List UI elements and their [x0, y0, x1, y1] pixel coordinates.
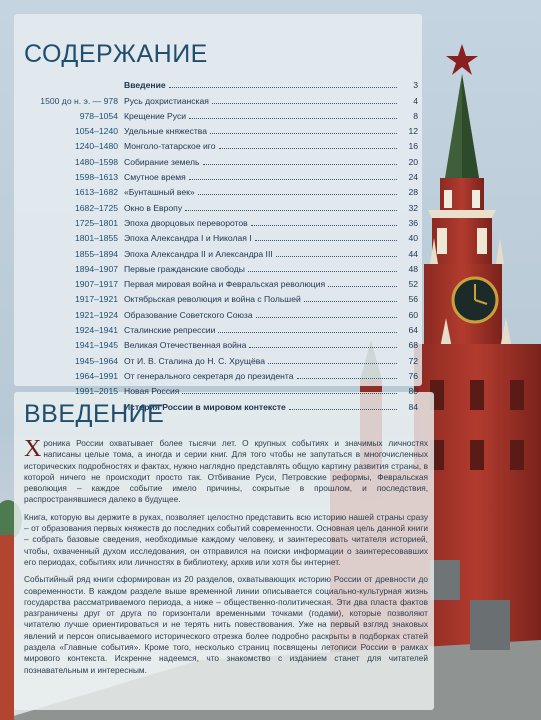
toc-years: 1480–1598	[74, 156, 118, 167]
toc-label: Монголо-татарское иго	[124, 141, 216, 152]
toc-page-number: 28	[408, 187, 418, 198]
toc-leader-dots	[189, 178, 397, 180]
toc-leader-dots	[256, 316, 397, 318]
toc-row	[14, 260, 418, 275]
toc-page-number: 76	[408, 370, 418, 381]
toc-years: 1613–1682	[74, 187, 118, 198]
toc-row	[14, 152, 418, 167]
toc-label: Первая мировая война и Февральская революция	[124, 279, 326, 290]
toc-page-number: 60	[408, 309, 418, 320]
toc-heading: СОДЕРЖАНИЕ	[24, 40, 208, 68]
intro-paragraph-text: роника России охватывает более тысячи лет. О крупных событиях и значимых личностях написаны целые тома, а иногда и серии книг. Для того чтобы не запутаться в многочисленных исторических подробностях и фактах, нужно наглядно представлять общую картину развития страны, в которой ничего не происходит просто так. Отбивание Руси, Петровские реформы, Февральская революция – каждое событие имело причины, сокрытые в прошлом, и последствия, распространявшиеся далеко в будущее.	[24, 438, 428, 505]
toc-page-number: 40	[408, 233, 418, 244]
toc-row	[14, 305, 418, 320]
toc-years: 1941–1945	[74, 340, 118, 351]
table-of-contents	[14, 76, 418, 413]
toc-label: «Бунташный век»	[124, 187, 195, 198]
toc-row	[14, 367, 418, 382]
toc-label: От генерального секретаря до президента	[124, 370, 294, 381]
toc-leader-dots	[219, 147, 397, 149]
toc-page-number: 80	[408, 386, 418, 397]
toc-row	[14, 351, 418, 366]
toc-years: 1240–1480	[74, 141, 118, 152]
toc-row	[14, 122, 418, 137]
toc-years: 1924–1941	[74, 325, 118, 336]
toc-page-number: 36	[408, 217, 418, 228]
toc-leader-dots	[210, 132, 397, 134]
toc-page-number: 72	[408, 355, 418, 366]
toc-years: 1855–1894	[74, 248, 118, 259]
toc-page-number: 44	[408, 248, 418, 259]
intro-paragraph-text: Событийный ряд книги сформирован из 20 разделов, охватывающих историю России от древности до современности. В каждом разделе выше временной линии описывается социально-культурная жизнь государства рассматриваемого периода, а ниже – общественно-политическая. Эти два пласта фактов разграничены друг от друга по горизонтали временными точками (годами), которые позволяют читателю лучше ориентироваться и не терять нить повествования. Уже на первый взгляд знаковых явлений и персон описываемого исторического отрезка более подробно раскрыты в подборках статей раздела «Главные события». Кроме того, несколько страниц посвящены летописи России в рамках мирового контекста. Искренне надеемся, что знакомство с изданием станет для читателей познавательным и интересным.	[24, 574, 428, 675]
toc-years: 1907–1917	[74, 279, 118, 290]
toc-leader-dots	[255, 239, 397, 241]
toc-page-number: 4	[413, 95, 418, 106]
toc-leader-dots	[268, 362, 397, 364]
toc-row	[14, 336, 418, 351]
toc-leader-dots	[189, 117, 397, 119]
toc-page-number: 24	[408, 172, 418, 183]
toc-years: 1917–1921	[74, 294, 118, 305]
toc-page-number: 48	[408, 263, 418, 274]
toc-row	[14, 198, 418, 213]
toc-page-number: 64	[408, 325, 418, 336]
toc-leader-dots	[297, 377, 397, 379]
toc-row	[14, 107, 418, 122]
toc-label: Великая Отечественная война	[124, 340, 247, 351]
intro-text	[24, 438, 428, 682]
toc-label: Образование Советского Союза	[124, 309, 253, 320]
toc-page-number: 32	[408, 202, 418, 213]
toc-label: От И. В. Сталина до Н. С. Хрущёва	[124, 355, 265, 366]
intro-paragraph	[24, 574, 428, 676]
toc-leader-dots	[304, 300, 397, 302]
toc-years: 978–1054	[79, 110, 118, 121]
toc-leader-dots	[218, 331, 397, 333]
toc-label: Новая Россия	[124, 386, 180, 397]
toc-leader-dots	[251, 224, 397, 226]
toc-row	[14, 91, 418, 106]
intro-paragraph	[24, 438, 428, 506]
intro-paragraph	[24, 512, 428, 568]
toc-page-number: 12	[408, 126, 418, 137]
toc-leader-dots	[203, 163, 398, 165]
toc-leader-dots	[182, 392, 397, 394]
toc-label: Эпоха Александра I и Николая I	[124, 233, 252, 244]
toc-years: 1682–1725	[74, 202, 118, 213]
intro-paragraph-text: Книга, которую вы держите в руках, позволяет целостно представить всю историю нашей страны сразу – от образования первых княжеств до последних событий современности. Основная цель данной книги – собрать базовые сведения, необходимые каждому человеку, и заинтересовать читателя историей, чтобы, охваченный духом исследования, он отправился на поиски информации о заинтересовавших его периодах, событиях или личностях в библиотеку, архив или хотя бы интернет.	[24, 511, 428, 567]
toc-page-number: 20	[408, 156, 418, 167]
toc-row	[14, 275, 418, 290]
toc-page-number: 16	[408, 141, 418, 152]
toc-page-number: 8	[413, 110, 418, 121]
toc-row	[14, 168, 418, 183]
toc-years: 1945–1964	[74, 355, 118, 366]
toc-page-number: 3	[413, 80, 418, 91]
toc-label: Введение	[124, 80, 166, 91]
toc-label: Эпоха дворцовых переворотов	[124, 217, 248, 228]
toc-years: 1921–1924	[74, 309, 118, 320]
toc-page-number: 56	[408, 294, 418, 305]
toc-years: 1725–1801	[74, 217, 118, 228]
toc-label: Первые гражданские свободы	[124, 263, 245, 274]
toc-label: Крещение Руси	[124, 110, 187, 121]
toc-label: Собирание земель	[124, 156, 200, 167]
toc-label: Удельные княжества	[124, 126, 208, 137]
toc-leader-dots	[169, 86, 397, 88]
toc-label: Октябрьская революция и война с Польшей	[124, 294, 301, 305]
toc-row	[14, 229, 418, 244]
toc-row	[14, 244, 418, 259]
toc-leader-dots	[276, 255, 397, 257]
toc-years: 1964–1991	[74, 370, 118, 381]
toc-row	[14, 137, 418, 152]
toc-years: 1894–1907	[74, 263, 118, 274]
toc-page-number: 68	[408, 340, 418, 351]
toc-label: Окно в Европу	[124, 202, 183, 213]
toc-row	[14, 76, 418, 91]
toc-row	[14, 382, 418, 397]
toc-leader-dots	[289, 408, 397, 410]
toc-label: Сталинские репрессии	[124, 325, 216, 336]
toc-label: Русь дохристианская	[124, 95, 209, 106]
toc-years: 1801–1855	[74, 233, 118, 244]
toc-leader-dots	[198, 193, 397, 195]
toc-row	[14, 183, 418, 198]
toc-label: История России в мировом контексте	[124, 401, 286, 412]
toc-years: 1500 до н. э. — 978	[40, 95, 118, 106]
toc-page-number: 84	[408, 401, 418, 412]
intro-heading: ВВЕДЕНИЕ	[24, 400, 165, 428]
toc-leader-dots	[212, 102, 397, 104]
toc-row	[14, 290, 418, 305]
toc-label: Эпоха Александра II и Александра III	[124, 248, 273, 259]
toc-leader-dots	[328, 285, 397, 287]
toc-leader-dots	[248, 270, 397, 272]
toc-years: 1598–1613	[74, 172, 118, 183]
toc-leader-dots	[249, 346, 397, 348]
toc-years: 1991–2015	[74, 386, 118, 397]
toc-page-number: 52	[408, 279, 418, 290]
toc-label: Смутное время	[124, 172, 186, 183]
toc-row	[14, 321, 418, 336]
drop-cap: Х	[24, 436, 42, 462]
toc-row	[14, 214, 418, 229]
toc-leader-dots	[185, 209, 397, 211]
toc-years: 1054–1240	[74, 126, 118, 137]
